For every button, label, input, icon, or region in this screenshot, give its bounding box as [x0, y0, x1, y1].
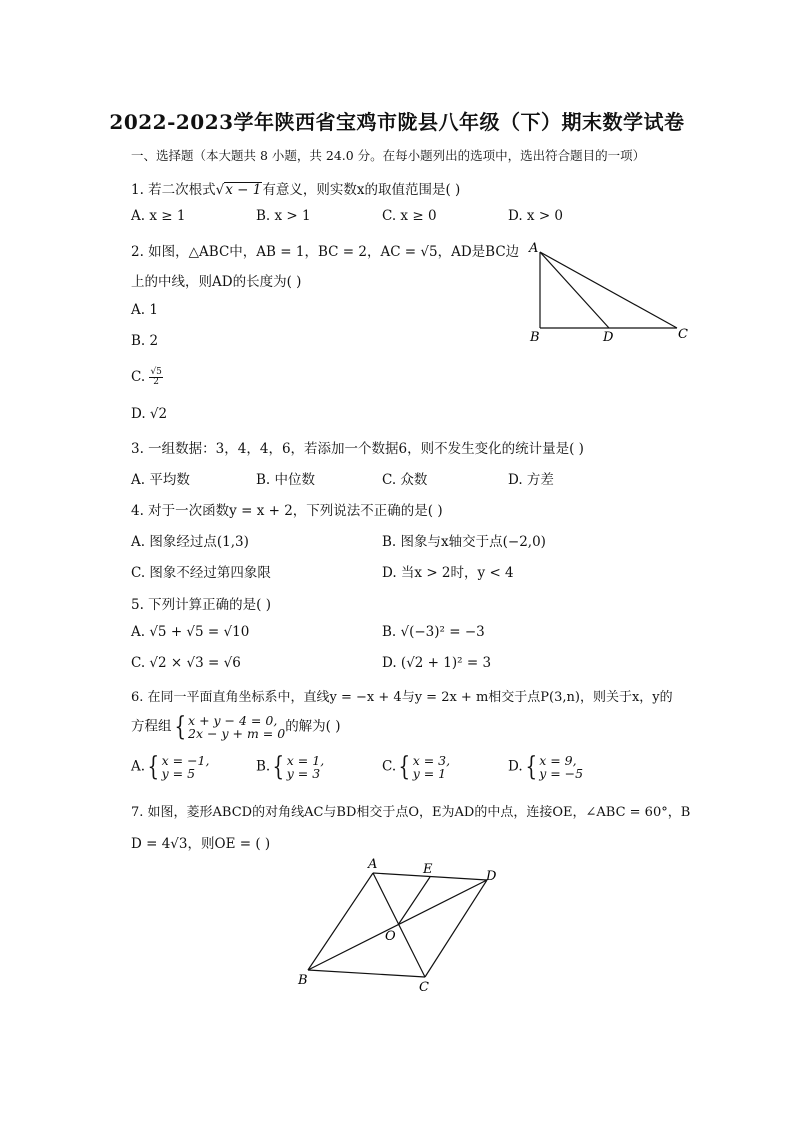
q5-stem: 5. 下列计算正确的是( ): [131, 597, 271, 613]
q2-option-a[interactable]: A. 1: [131, 302, 158, 318]
q4-option-a[interactable]: A. 图象经过点(1,3): [131, 534, 249, 550]
q6-option-b-line2: y = 3: [286, 766, 321, 781]
q6-option-b-line1: x = 1,: [286, 753, 325, 768]
rhombus-abcd-figure: [290, 852, 510, 997]
q6-equation-1: x + y − 4 = 0,: [188, 713, 278, 728]
q3-option-d[interactable]: D. 方差: [508, 472, 554, 488]
q4-stem: 4. 对于一次函数y = x + 2，下列说法不正确的是( ): [131, 503, 443, 519]
figure-label-c: C: [419, 980, 429, 995]
figure-label-b: B: [530, 330, 540, 345]
q6-equation-2: 2x − y + m = 0: [188, 726, 286, 741]
q6-stem-b-pre: 方程组: [131, 718, 172, 735]
triangle-abc-figure: [525, 240, 700, 346]
q1-option-a[interactable]: A. x ≥ 1: [131, 208, 186, 224]
q1-radicand: x − 1: [225, 182, 262, 198]
figure-label-a: A: [368, 857, 378, 872]
q2-option-c[interactable]: [131, 368, 163, 387]
fraction-denominator: 2: [153, 377, 160, 387]
q4-option-c[interactable]: C. 图象不经过第四象限: [131, 565, 271, 581]
q6-equation-system: [188, 714, 285, 740]
brace-icon: {: [398, 752, 411, 782]
q2-option-c-label: C.: [131, 369, 146, 385]
q3-option-c[interactable]: C. 众数: [382, 472, 428, 488]
brace-icon: {: [173, 712, 186, 742]
q5-option-d[interactable]: D. (√2 + 1)² = 3: [382, 655, 492, 671]
q6-option-c-label: C.: [382, 758, 397, 775]
section-heading: 一、选择题（本大题共 8 小题，共 24.0 分。在每小题列出的选项中，选出符合题目的一项）: [131, 148, 646, 163]
q6-option-b[interactable]: [256, 754, 324, 780]
figure-label-d: D: [486, 869, 497, 884]
q7-stem-a: 7. 如图，菱形ABCD的对角线AC与BD相交于点O，E为AD的中点，连接OE，∠ABC = 60°，B: [131, 805, 691, 820]
q6-option-a-line1: x = −1,: [161, 753, 210, 768]
q5-option-c[interactable]: C. √2 × √3 = √6: [131, 655, 241, 671]
figure-label-a: A: [529, 241, 539, 256]
q6-option-b-system: [287, 754, 324, 780]
q6-stem-b: [131, 714, 341, 740]
q1-stem-b: 有意义，则实数x的取值范围是( ): [262, 182, 461, 198]
figure-label-d: D: [603, 330, 614, 345]
q6-option-d-line2: y = −5: [539, 766, 584, 781]
q2-option-d[interactable]: D. √2: [131, 406, 168, 422]
q1-option-c[interactable]: C. x ≥ 0: [382, 208, 437, 224]
q3-option-b[interactable]: B. 中位数: [256, 472, 316, 488]
brace-icon: {: [147, 752, 160, 782]
q2-option-c-fraction: [149, 368, 162, 387]
q6-option-a-line2: y = 5: [161, 766, 196, 781]
q6-option-a-system: [162, 754, 210, 780]
q5-option-b[interactable]: B. √(−3)² = −3: [382, 624, 485, 640]
q1-option-d[interactable]: D. x > 0: [508, 208, 564, 224]
page-title: 2022-2023学年陕西省宝鸡市陇县八年级（下）期末数学试卷: [109, 110, 685, 134]
sqrt-icon: √: [215, 182, 225, 198]
figure-label-e: E: [423, 862, 433, 877]
question-1-stem: [131, 178, 460, 198]
q6-option-a[interactable]: [131, 754, 209, 780]
figure-label-c: C: [678, 327, 688, 342]
q6-option-a-label: A.: [131, 758, 146, 775]
q6-option-c-system: [413, 754, 450, 780]
q2-option-b[interactable]: B. 2: [131, 333, 159, 349]
q2-stem-b: 上的中线，则AD的长度为( ): [131, 274, 302, 290]
q2-stem-a: 2. 如图，△ABC中，AB = 1，BC = 2，AC = √5，AD是BC边: [131, 244, 520, 260]
figure-label-b: B: [298, 973, 308, 988]
brace-icon: {: [525, 752, 537, 782]
q3-stem: 3. 一组数据：3，4，4，6，若添加一个数据6，则不发生变化的统计量是( ): [131, 441, 584, 457]
q1-option-b[interactable]: B. x > 1: [256, 208, 311, 224]
brace-icon: {: [272, 752, 285, 782]
q4-option-d[interactable]: D. 当x > 2时，y < 4: [382, 565, 514, 581]
q5-option-a[interactable]: A. √5 + √5 = √10: [131, 624, 250, 640]
q7-stem-b: D = 4√3，则OE = ( ): [131, 836, 271, 852]
q6-option-d[interactable]: [508, 754, 583, 780]
q6-option-c[interactable]: [382, 754, 450, 780]
q6-option-c-line2: y = 1: [412, 766, 447, 781]
q6-stem-a: 6. 在同一平面直角坐标系中，直线y = −x + 4与y = 2x + m相交于点P(3,n)，则关于x，y的: [131, 690, 673, 705]
fraction-numerator: √5: [150, 367, 162, 377]
q6-option-d-system: [539, 754, 583, 780]
q6-option-d-line1: x = 9,: [539, 753, 577, 768]
q4-option-b[interactable]: B. 图象与x轴交于点(−2,0): [382, 534, 546, 550]
q3-option-a[interactable]: A. 平均数: [131, 472, 190, 488]
q6-option-d-label: D.: [508, 758, 523, 775]
figure-label-o: O: [385, 929, 396, 944]
q1-stem-a: 1. 若二次根式: [131, 182, 216, 198]
q6-option-b-label: B.: [256, 758, 271, 775]
q6-stem-b-post: 的解为( ): [285, 718, 341, 735]
q6-option-c-line1: x = 3,: [412, 753, 451, 768]
